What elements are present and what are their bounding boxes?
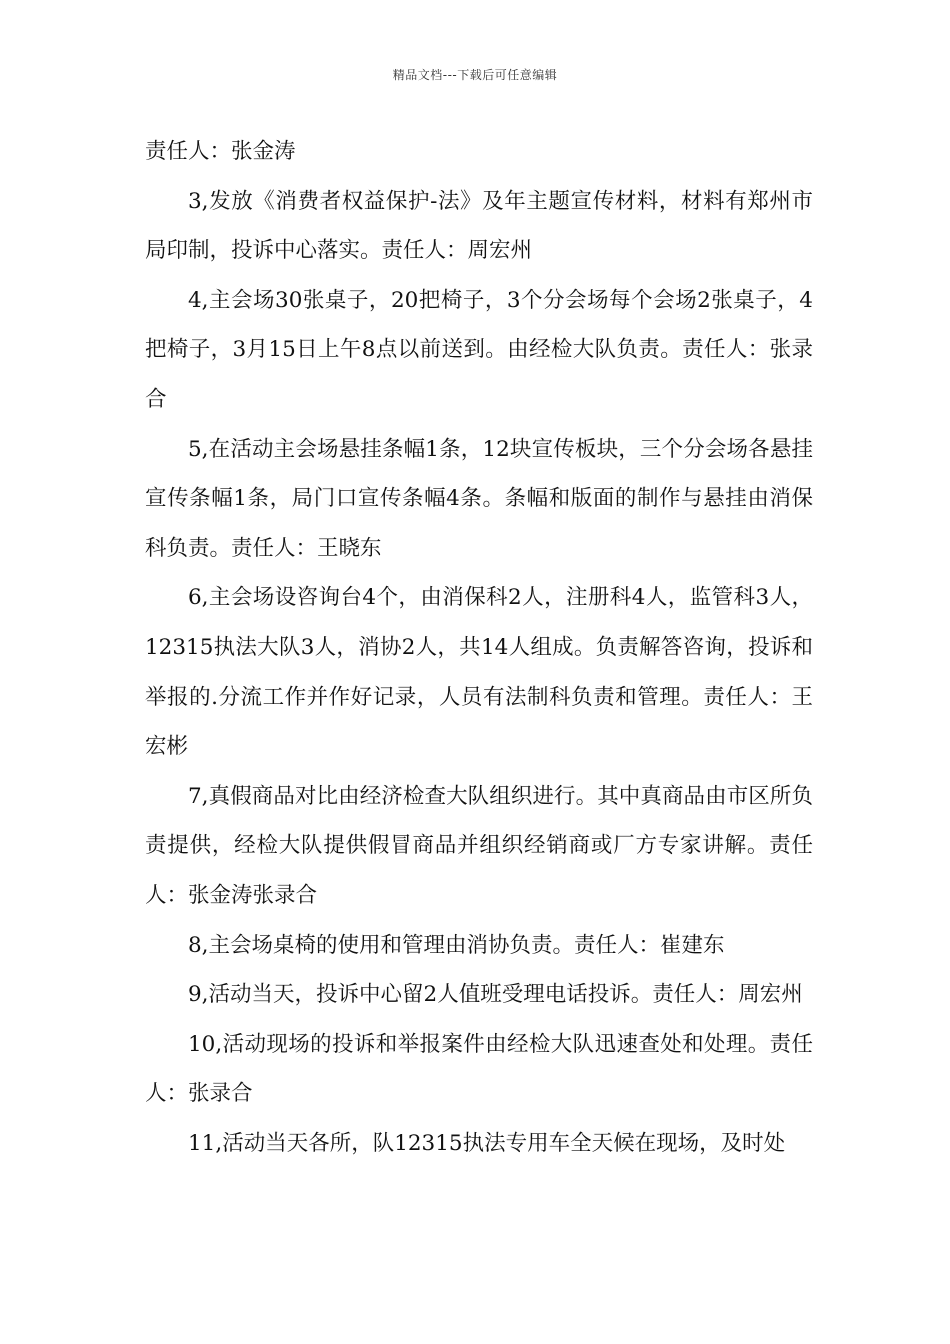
paragraph-item-5: 5,在活动主会场悬挂条幅1条，12块宣传板块，三个分会场各悬挂宣传条幅1条，局门口宣传条幅4条。条幅和版面的制作与悬挂由消保科负责。责任人：王晓东 [145, 436, 813, 561]
paragraph-item-4: 4,主会场30张桌子，20把椅子，3个分会场每个会场2张桌子，4把椅子，3月15日上午8点以前送到。由经检大队负责。责任人：张录合 [145, 287, 813, 412]
paragraph-item-3: 3,发放《消费者权益保护-法》及年主题宣传材料，材料有郑州市局印制，投诉中心落实。责任人：周宏州 [145, 188, 813, 264]
paragraph-responsible-1: 责任人：张金涛 [145, 139, 296, 164]
paragraph-item-11: 11,活动当天各所，队12315执法专用车全天候在现场，及时处 [188, 1130, 786, 1156]
document-body [145, 127, 813, 1168]
paragraph-item-7: 7,真假商品对比由经济检查大队组织进行。其中真商品由市区所负责提供，经检大队提供假冒商品并组织经销商或厂方专家讲解。责任人：张金涛张录合 [145, 783, 813, 908]
paragraph-item-8: 8,主会场桌椅的使用和管理由消协负责。责任人：崔建东 [188, 932, 725, 958]
paragraph-item-6: 6,主会场设咨询台4个，由消保科2人，注册科4人，监管科3人，12315执法大队3人，消协2人，共14人组成。负责解答咨询，投诉和举报的.分流工作并作好记录，人员有法制科负责和管理。责任人：王宏彬 [145, 585, 813, 760]
page-header: 精品文档---下载后可任意编辑 [392, 68, 558, 82]
paragraph-item-9: 9,活动当天，投诉中心留2人值班受理电话投诉。责任人：周宏州 [188, 982, 803, 1008]
paragraph-item-10: 10,活动现场的投诉和举报案件由经检大队迅速查处和处理。责任人：张录合 [145, 1031, 813, 1107]
